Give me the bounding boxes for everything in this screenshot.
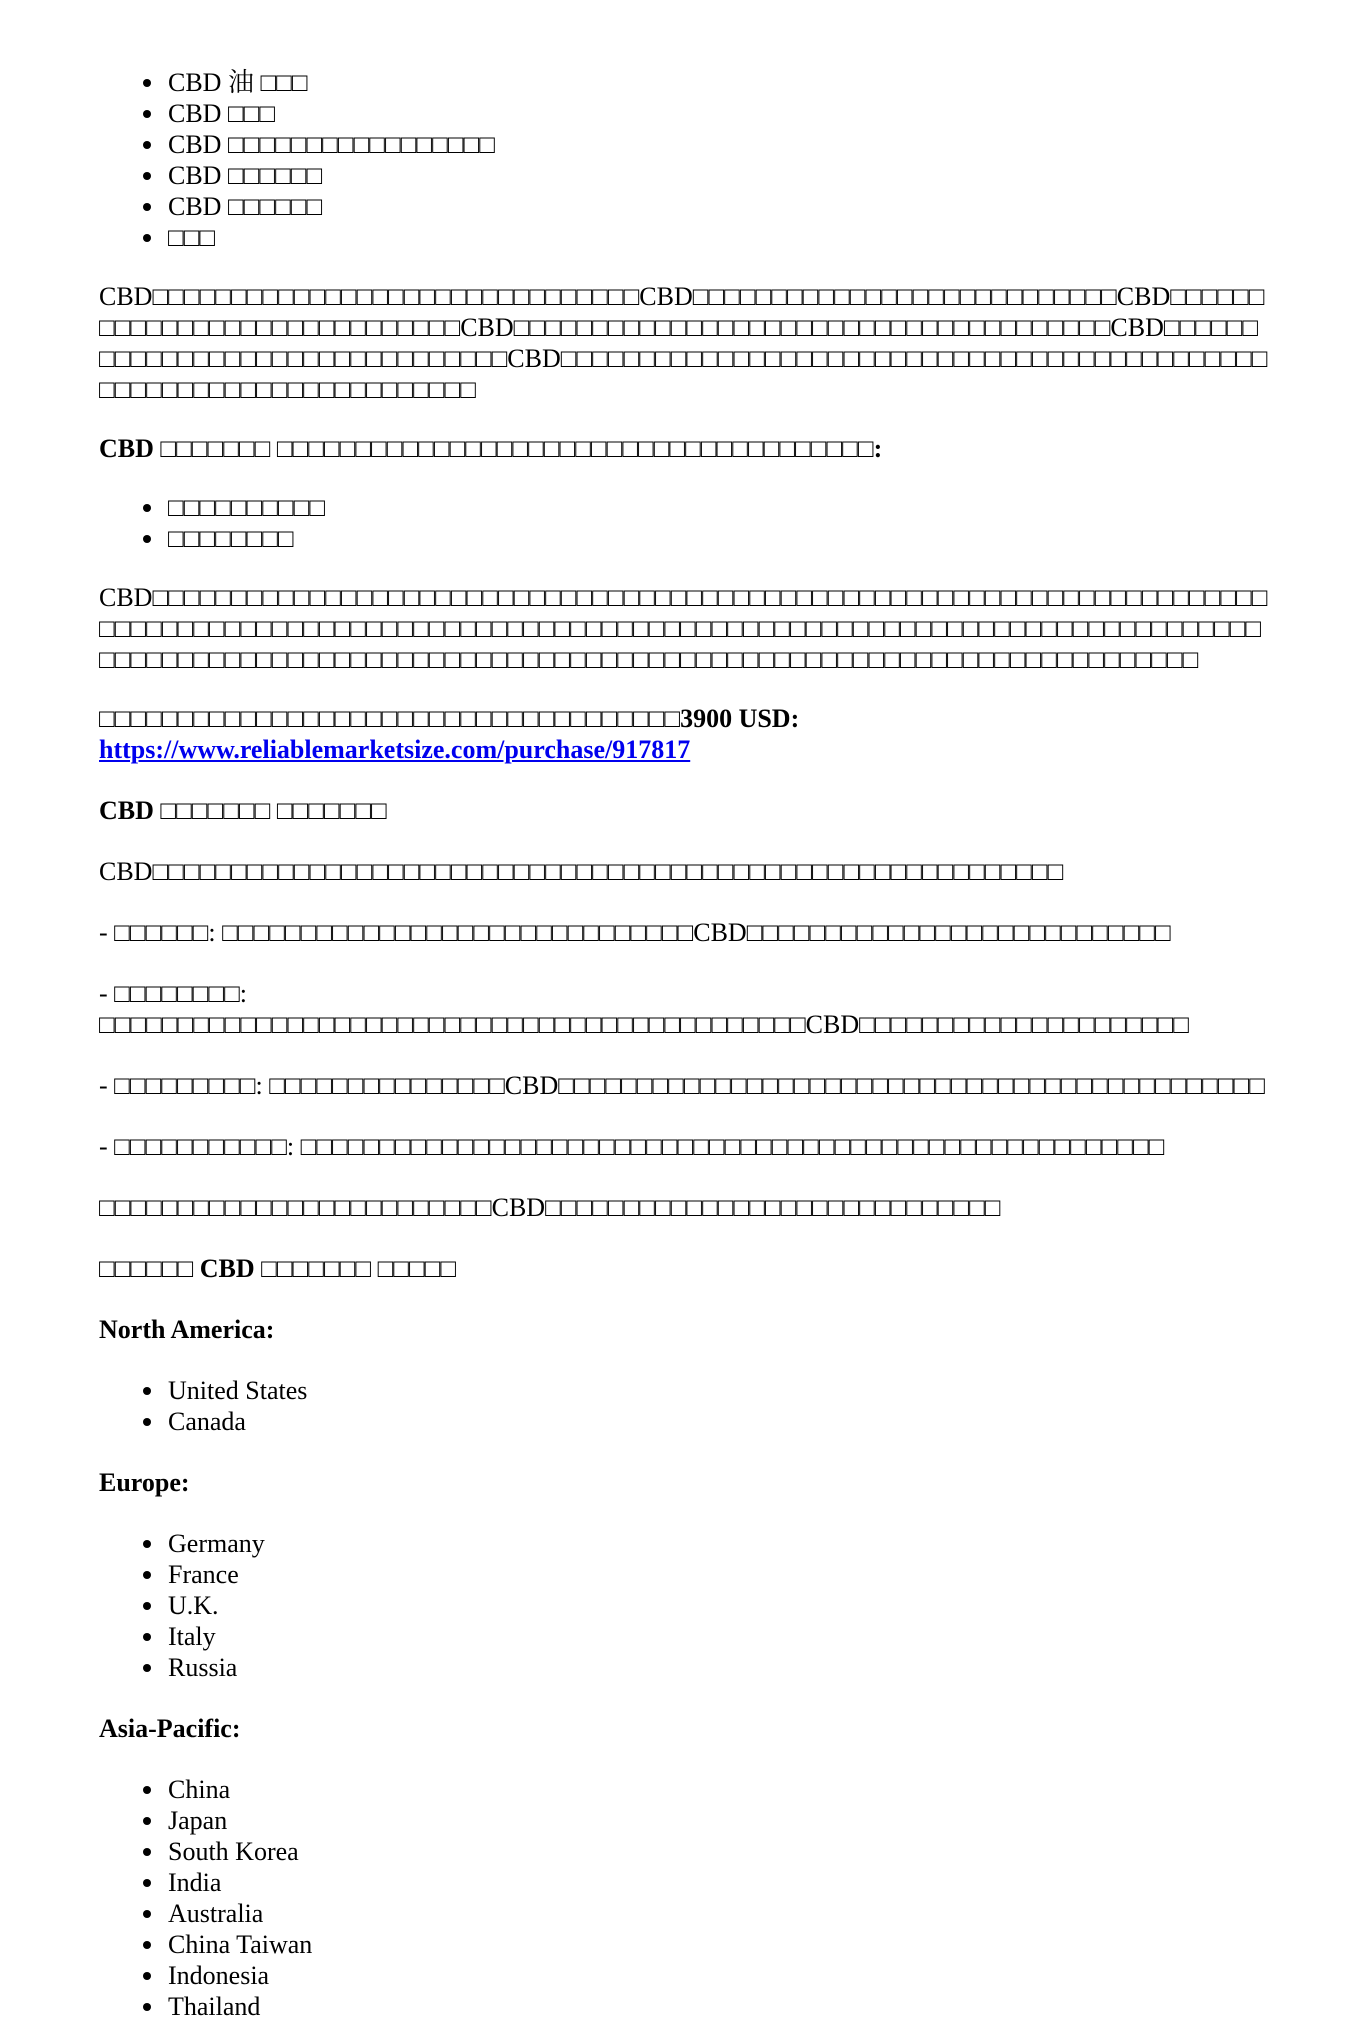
document-page [99, 67, 1269, 2022]
list-item: CBD □□□□□□ [168, 191, 1269, 222]
list-item: Thailand [168, 1991, 1269, 2022]
list-item: Russia [168, 1652, 1269, 1683]
regional-heading-bold: CBD [199, 1254, 255, 1283]
list-item: United States [168, 1375, 1269, 1406]
drivers-heading: CBD □□□□□□□ □□□□□□□ [99, 796, 387, 825]
types-paragraph: CBD□□□□□□□□□□□□□□□□□□□□□□□□□□□□□□□CBD□□□□□□□□□□□□□□□□□□□□□□□□□□□CBD□□□□□□□□□□□□□□□□□□□□□□□□□□□□□CBD□□□□□□□□□□□□□□□□□□□□□□□□□□□□□□□□□□□□□□CBD□□□□□□□□□□□□□□□□□□□□□□□□□□□□□□□□CBD□□□□□□□□□□□□□□□□□□□□□□□□□□□□□□□□□□□□□□□□□□□□□□□□□□□□□□□□□□□□□□□□□□□□□ [99, 282, 1268, 404]
list-item: □□□□□□□□□□ [168, 492, 1269, 523]
list-item: Canada [168, 1406, 1269, 1437]
purchase-line [99, 703, 1269, 765]
list-item: China [168, 1774, 1269, 1805]
purchase-link[interactable]: https://www.reliablemarketsize.com/purchase/917817 [99, 735, 691, 764]
list-item: □□□□□□□□ [168, 523, 1269, 554]
list-item: Italy [168, 1621, 1269, 1652]
list-item: □□□ [168, 222, 1269, 253]
region-list-asia-pacific [99, 1774, 1269, 2022]
list-item: CBD 油 □□□ [168, 67, 1269, 98]
list-item: Australia [168, 1898, 1269, 1929]
regional-heading-prefix: □□□□□□ [99, 1254, 194, 1283]
list-item: Germany [168, 1528, 1269, 1559]
driver-item: - □□□□□□□□□□□: □□□□□□□□□□□□□□□□□□□□□□□□□□□□□□□□□□□□□□□□□□□□□□□□□□□□□□□ [99, 1132, 1165, 1161]
region-heading-europe: Europe: [99, 1468, 190, 1497]
purchase-price: 3900 USD: [680, 704, 800, 733]
purchase-prefix: □□□□□□□□□□□□□□□□□□□□□□□□□□□□□□□□□□□□□ [99, 704, 681, 733]
drivers-summary: □□□□□□□□□□□□□□□□□□□□□□□□□CBD□□□□□□□□□□□□□□□□□□□□□□□□□□□□□ [99, 1193, 1001, 1222]
region-heading-north-america: North America: [99, 1315, 275, 1344]
regional-heading [99, 1253, 1269, 1284]
driver-item: - □□□□□□□□: □□□□□□□□□□□□□□□□□□□□□□□□□□□□□□□□□□□□□□□□□□□□□CBD□□□□□□□□□□□□□□□□□□□□□ [99, 979, 1189, 1039]
driver-item: - □□□□□□: □□□□□□□□□□□□□□□□□□□□□□□□□□□□□□CBD□□□□□□□□□□□□□□□□□□□□□□□□□□□ [99, 918, 1171, 947]
region-list-north-america [99, 1375, 1269, 1437]
application-heading: CBD □□□□□□□ □□□□□□□□□□□□□□□□□□□□□□□□□□□□□□□□□□□□□□: [99, 434, 883, 463]
application-list [99, 492, 1269, 554]
list-item: South Korea [168, 1836, 1269, 1867]
driver-item: - □□□□□□□□□: □□□□□□□□□□□□□□□CBD□□□□□□□□□□□□□□□□□□□□□□□□□□□□□□□□□□□□□□□□□□□□□ [99, 1071, 1265, 1100]
list-item: U.K. [168, 1590, 1269, 1621]
list-item: Indonesia [168, 1960, 1269, 1991]
list-item: Japan [168, 1805, 1269, 1836]
region-list-europe [99, 1528, 1269, 1683]
list-item: France [168, 1559, 1269, 1590]
regional-heading-suffix: □□□□□□□ □□□□□ [261, 1254, 457, 1283]
list-item: CBD □□□□□□□□□□□□□□□□□ [168, 129, 1269, 160]
list-item: China Taiwan [168, 1929, 1269, 1960]
types-list [99, 67, 1269, 253]
list-item: CBD □□□□□□ [168, 160, 1269, 191]
list-item: CBD □□□ [168, 98, 1269, 129]
drivers-intro: CBD□□□□□□□□□□□□□□□□□□□□□□□□□□□□□□□□□□□□□□□□□□□□□□□□□□□□□□□□□□ [99, 857, 1064, 886]
region-heading-asia-pacific: Asia-Pacific: [99, 1714, 241, 1743]
application-paragraph: CBD□□□□□□□□□□□□□□□□□□□□□□□□□□□□□□□□□□□□□□□□□□□□□□□□□□□□□□□□□□□□□□□□□□□□□□□□□□□□□□□□□□□□□□□□□□□□□□□□□□□□□□□□□□□□□□□□□□□□□□□□□□□□□□□□□□□□□□□□□□□□□□□□□□□□□□□□□□□□□□□□□□□□□□□□□□□□□□□□□□□□□□□□□□□□□□□□□□□□□□□□□□□□□□□□□□□□□□□ [99, 583, 1268, 674]
list-item: India [168, 1867, 1269, 1898]
